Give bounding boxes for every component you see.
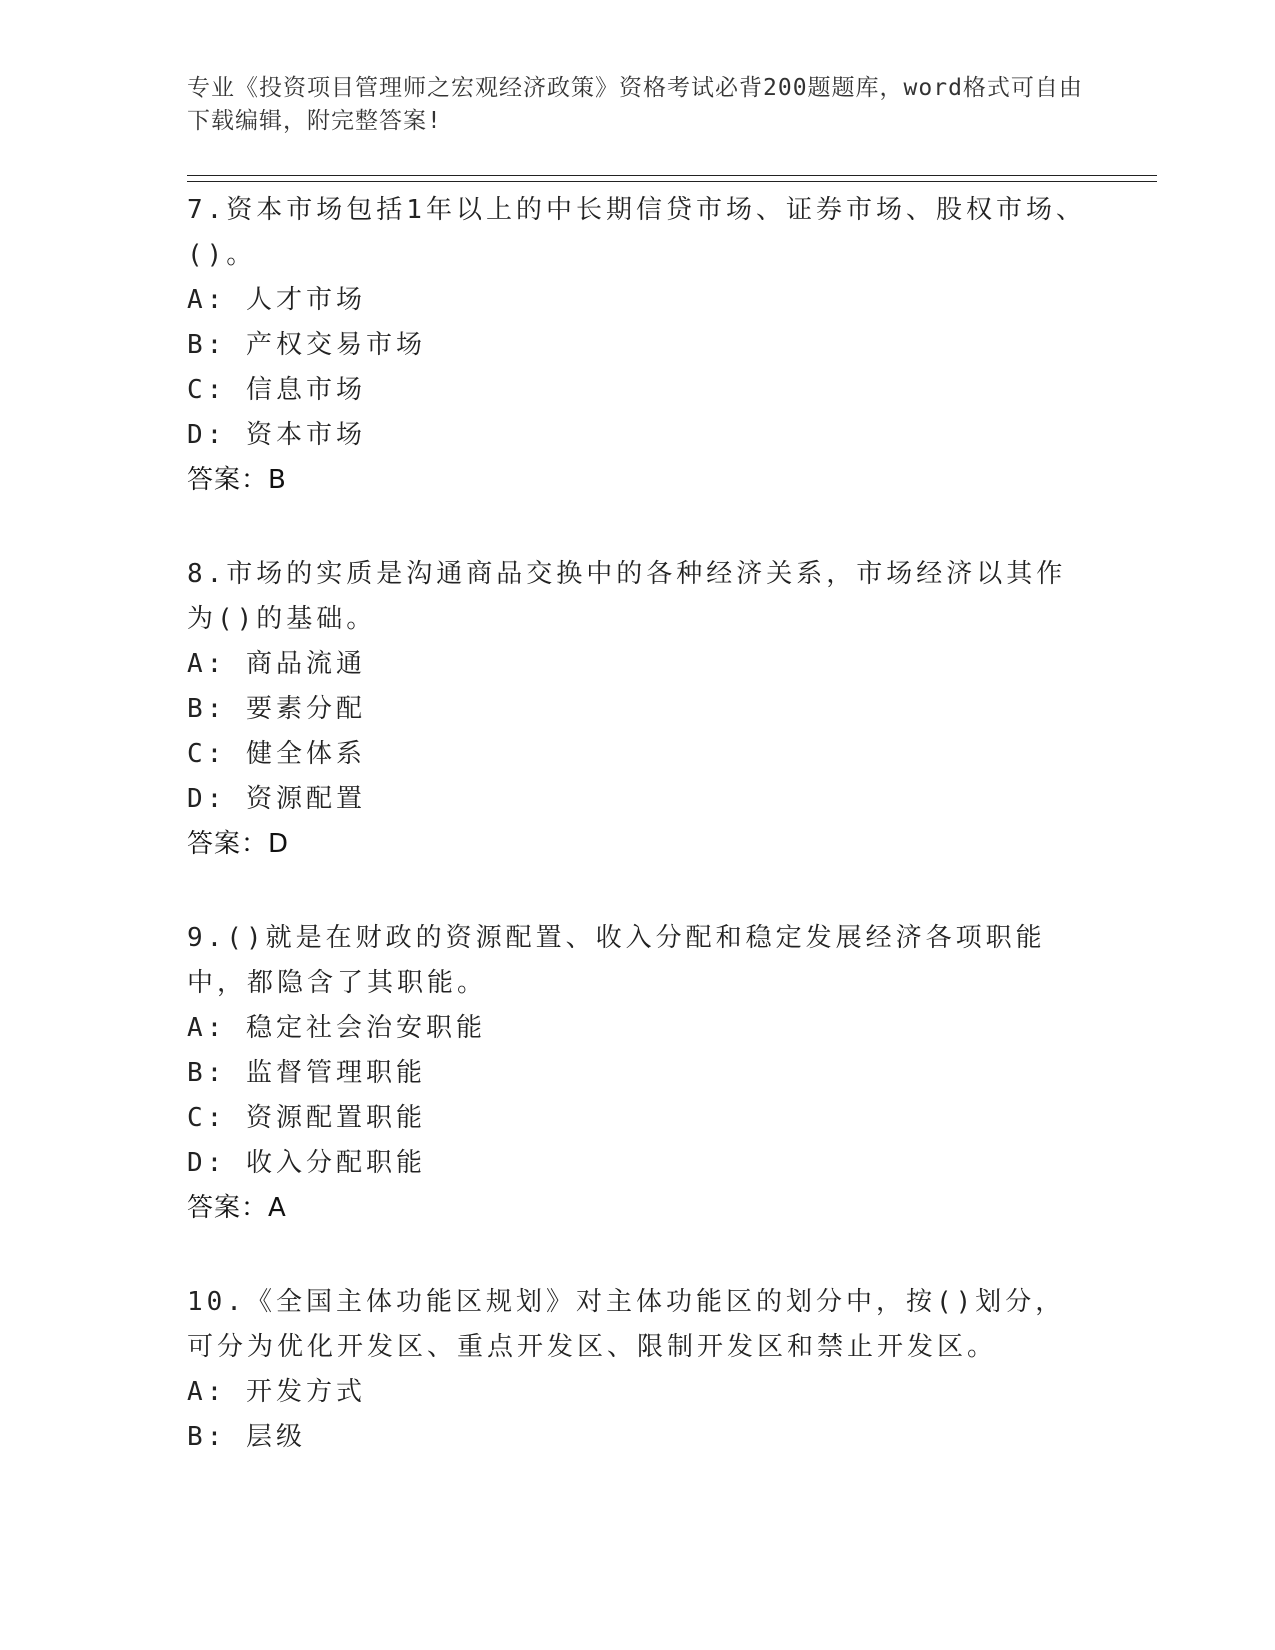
option-c: C: 资源配置职能 xyxy=(187,1103,426,1133)
question-stem: 7.资本市场包括1年以上的中长期信贷市场、证券市场、股权市场、()。 xyxy=(187,195,1086,270)
header-divider-top xyxy=(187,175,1157,176)
question-stem: 10.《全国主体功能区规划》对主体功能区的划分中，按()划分，可分为优化开发区、重点开发区、限制开发区和禁止开发区。 xyxy=(187,1287,1066,1362)
option-d: D: 收入分配职能 xyxy=(187,1148,426,1178)
answer: 答案：B xyxy=(187,465,287,495)
option-d: D: 资源配置 xyxy=(187,784,366,814)
option-a: A: 开发方式 xyxy=(187,1377,366,1407)
question-stem: 9.()就是在财政的资源配置、收入分配和稳定发展经济各项职能中，都隐含了其职能。 xyxy=(187,923,1046,998)
document-header: 专业《投资项目管理师之宏观经济政策》资格考试必背200题题库，word格式可自由下载编辑，附完整答案! xyxy=(187,75,1083,134)
option-b: B: 要素分配 xyxy=(187,694,366,724)
option-a: A: 商品流通 xyxy=(187,649,366,679)
option-d: D: 资本市场 xyxy=(187,420,366,450)
question-7 xyxy=(187,188,1087,503)
answer: 答案：D xyxy=(187,829,290,859)
option-a: A: 稳定社会治安职能 xyxy=(187,1013,486,1043)
question-9 xyxy=(187,916,1087,1231)
option-a: A: 人才市场 xyxy=(187,285,366,315)
option-c: C: 健全体系 xyxy=(187,739,366,769)
answer: 答案：A xyxy=(187,1193,287,1223)
option-c: C: 信息市场 xyxy=(187,375,366,405)
question-10 xyxy=(187,1280,1087,1460)
question-8 xyxy=(187,552,1087,867)
option-b: B: 产权交易市场 xyxy=(187,330,426,360)
option-b: B: 层级 xyxy=(187,1422,306,1452)
question-stem: 8.市场的实质是沟通商品交换中的各种经济关系，市场经济以其作为()的基础。 xyxy=(187,559,1067,634)
header-divider-bottom xyxy=(187,181,1157,182)
option-b: B: 监督管理职能 xyxy=(187,1058,426,1088)
